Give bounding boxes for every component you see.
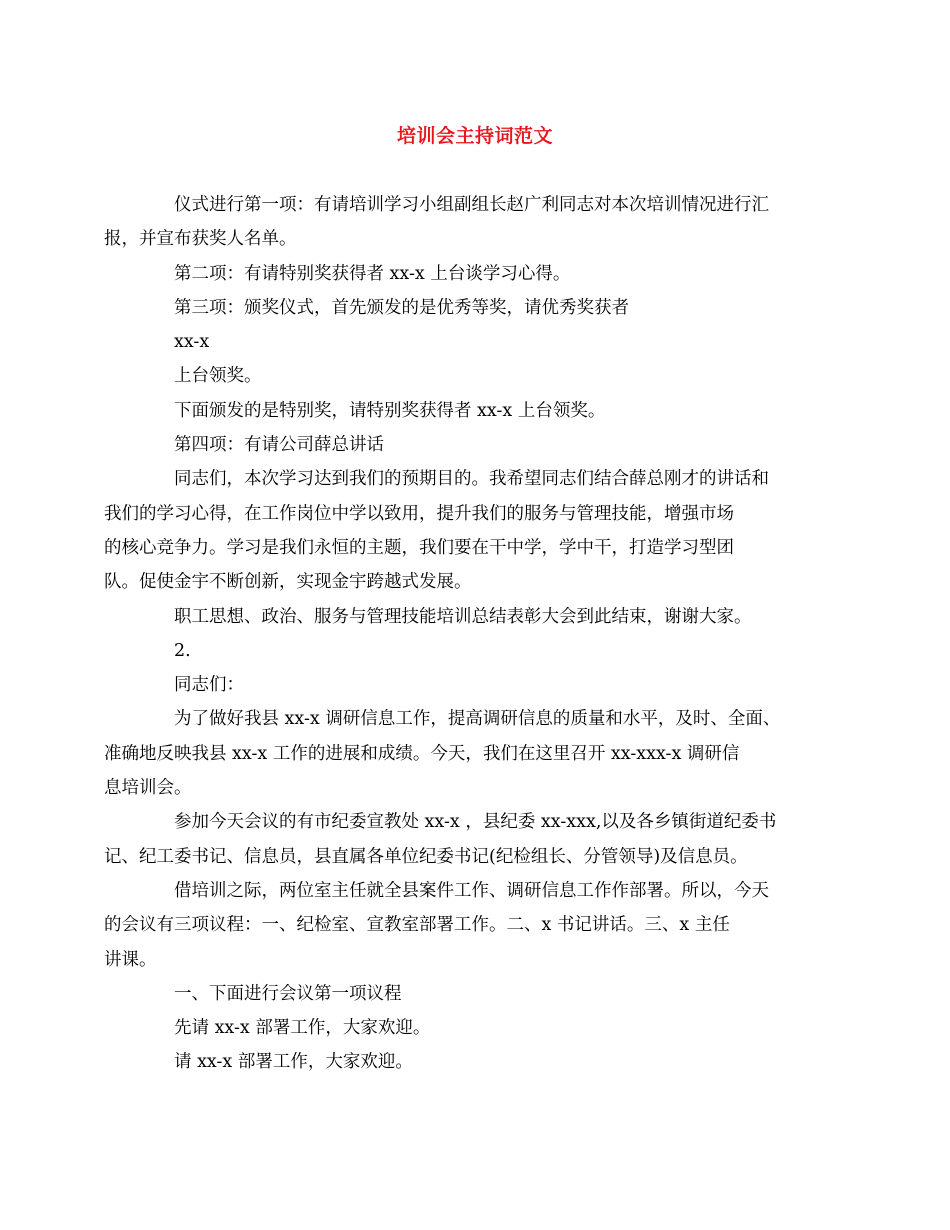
paragraph — [139, 291, 829, 325]
paragraph-line: 仪式进行第一项：有请培训学习小组副组长赵广利同志对本次培训情况进行汇 — [174, 195, 769, 215]
paragraph-line: 队。促使金宇不断创新，实现金宇跨越式发展。 — [104, 572, 472, 593]
paragraph-line: 下面颁发的是特别奖，请特别奖获得者 xx-x 上台领奖。 — [174, 400, 606, 421]
paragraph-line: 借培训之际，两位室主任就全县案件工作、调研信息工作作部署。所以，今天 — [174, 880, 769, 901]
paragraph-line: 记、纪工委书记、信息员，县直属各单位纪委书记(纪检组长、分管领导)及信息员。 — [104, 846, 748, 867]
paragraph — [139, 668, 829, 702]
paragraph-line: 为了做好我县 xx-x 调研信息工作，提高调研信息的质量和水平，及时、全面、 — [174, 709, 781, 730]
paragraph — [139, 359, 829, 393]
paragraph-line: 一、下面进行会议第一项议程 — [174, 983, 402, 1004]
paragraph-line: 息培训会。 — [104, 778, 192, 799]
paragraph-line: 的核心竞争力。学习是我们永恒的主题，我们要在干中学，学中干，打造学习型团 — [104, 537, 734, 558]
paragraph-line: 请 xx-x 部署工作，大家欢迎。 — [174, 1052, 413, 1073]
paragraph-line: 第四项：有请公司薛总讲话 — [174, 435, 384, 456]
paragraph-line: 的会议有三项议程：一、纪检室、宣教室部署工作。二、x 书记讲话。三、x 主任 — [104, 915, 730, 936]
paragraph-line: 准确地反映我县 xx-x 工作的进展和成绩。今天，我们在这里召开 xx-xxx-x 调研信 — [104, 743, 740, 764]
paragraph-line: 我们的学习心得，在工作岗位中学以致用，提升我们的服务与管理技能，增强市场 — [104, 503, 734, 524]
paragraph — [139, 428, 829, 462]
paragraph-line: 同志们，本次学习达到我们的预期目的。我希望同志们结合薛总刚才的讲话和 — [174, 469, 769, 490]
paragraph — [104, 188, 829, 257]
paragraph-line: 职工思想、政治、服务与管理技能培训总结表彰大会到此结束，谢谢大家。 — [174, 606, 752, 627]
document-body — [104, 188, 829, 1080]
paragraph-line: 同志们： — [174, 675, 244, 696]
paragraph-line: 上台领奖。 — [174, 366, 262, 387]
paragraph — [104, 702, 829, 805]
paragraph — [139, 600, 829, 634]
paragraph — [139, 1011, 829, 1045]
paragraph — [139, 1045, 829, 1079]
paragraph-line: 报，并宣布获奖人名单。 — [104, 229, 297, 250]
paragraph — [139, 634, 829, 668]
paragraph-line: xx-x — [174, 332, 210, 353]
paragraph-line: 第三项：颁奖仪式，首先颁发的是优秀等奖，请优秀奖获者 — [174, 297, 629, 318]
paragraph — [139, 977, 829, 1011]
paragraph — [139, 257, 829, 291]
paragraph-line: 参加今天会议的有市纪委宣教处 xx-x ，县纪委 xx-xxx,以及各乡镇街道纪委书 — [174, 812, 777, 833]
paragraph-line: 第二项：有请特别奖获得者 xx-x 上台谈学习心得。 — [174, 263, 571, 284]
document-title: 培训会主持词范文 — [396, 125, 553, 147]
paragraph-line: 先请 xx-x 部署工作，大家欢迎。 — [174, 1018, 431, 1039]
paragraph — [104, 805, 829, 874]
paragraph — [139, 394, 829, 428]
paragraph-line: 2. — [174, 640, 191, 661]
paragraph — [104, 462, 829, 599]
paragraph — [104, 874, 829, 977]
paragraph-line: 讲课。 — [104, 949, 157, 970]
paragraph — [139, 325, 829, 359]
